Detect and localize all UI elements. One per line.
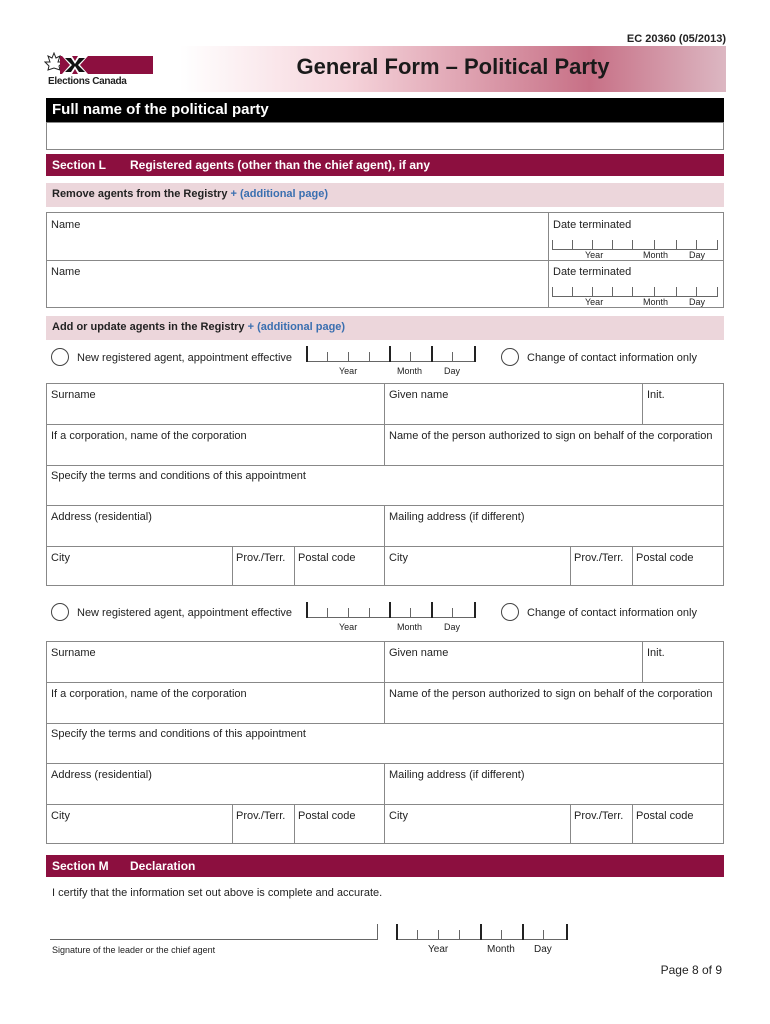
residential-address-field[interactable]: Address (residential): [51, 511, 152, 523]
city-field[interactable]: City: [389, 810, 408, 822]
signature-field[interactable]: [50, 924, 378, 940]
terms-field[interactable]: Specify the terms and conditions of this appointment: [51, 470, 306, 482]
change-contact-label: Change of contact information only: [527, 607, 697, 619]
remove-agents-bar: [46, 183, 724, 207]
appointment-date-input[interactable]: [306, 344, 476, 362]
month-label: Month: [643, 250, 669, 260]
change-contact-radio[interactable]: [501, 603, 519, 621]
mailing-address-field[interactable]: Mailing address (if different): [389, 769, 525, 781]
party-name-input[interactable]: [46, 122, 724, 150]
agent-table: [46, 383, 724, 586]
year-label: Year: [428, 944, 449, 955]
new-agent-label: New registered agent, appointment effective: [77, 352, 293, 364]
day-label: Day: [689, 250, 706, 260]
day-label: Day: [444, 366, 461, 376]
date-terminated-input[interactable]: [552, 232, 718, 250]
name-label: Name: [51, 266, 81, 278]
city-field[interactable]: City: [389, 552, 408, 564]
additional-page-link[interactable]: + (additional page): [230, 188, 328, 200]
agency-name: Elections Canada: [48, 76, 127, 87]
given-name-field[interactable]: Given name: [389, 647, 449, 659]
name-label: Name: [51, 219, 81, 231]
surname-field[interactable]: Surname: [51, 647, 96, 659]
postal-code-field[interactable]: Postal code: [298, 810, 356, 822]
year-label: Year: [339, 622, 358, 632]
day-label: Day: [534, 944, 552, 955]
change-contact-radio[interactable]: [501, 348, 519, 366]
mailing-address-field[interactable]: Mailing address (if different): [389, 511, 525, 523]
month-label: Month: [397, 622, 423, 632]
section-title: Registered agents (other than the chief agent), if any: [130, 158, 431, 172]
surname-field[interactable]: Surname: [51, 389, 96, 401]
initial-field[interactable]: Init.: [647, 389, 665, 401]
day-label: Day: [444, 622, 461, 632]
year-label: Year: [585, 250, 604, 260]
add-agents-bar: [46, 316, 724, 340]
new-agent-radio[interactable]: [51, 348, 69, 366]
date-terminated-label: Date terminated: [553, 219, 632, 231]
authorized-person-field[interactable]: Name of the person authorized to sign on behalf of the corporation: [389, 688, 713, 700]
year-label: Year: [585, 297, 604, 307]
city-field[interactable]: City: [51, 552, 70, 564]
postal-code-field[interactable]: Postal code: [636, 552, 694, 564]
party-name-label: Full name of the political party: [46, 98, 724, 122]
name-input[interactable]: [47, 213, 548, 260]
section-m-header: [46, 855, 724, 877]
new-agent-radio[interactable]: [51, 603, 69, 621]
year-label: Year: [339, 366, 358, 376]
add-agents-label: Add or update agents in the Registry: [52, 321, 245, 333]
postal-code-field[interactable]: Postal code: [298, 552, 356, 564]
initial-field[interactable]: Init.: [647, 647, 665, 659]
date-terminated-label: Date terminated: [553, 266, 632, 278]
name-input[interactable]: [47, 260, 548, 307]
section-l-header: [46, 154, 724, 176]
elections-canada-logo: [44, 52, 156, 88]
city-field[interactable]: City: [51, 810, 70, 822]
title-band: [180, 46, 726, 92]
declaration-statement: I certify that the information set out above is complete and accurate.: [52, 887, 383, 899]
day-label: Day: [689, 297, 706, 307]
section-code: Section M: [52, 859, 109, 873]
section-code: Section L: [52, 158, 107, 172]
page-number: Page 8 of 9: [660, 963, 722, 977]
corporation-field[interactable]: If a corporation, name of the corporation: [51, 430, 247, 442]
month-label: Month: [397, 366, 423, 376]
x-mark-icon: [60, 56, 90, 74]
month-label: Month: [643, 297, 669, 307]
section-title: Declaration: [130, 859, 196, 873]
postal-code-field[interactable]: Postal code: [636, 810, 694, 822]
residential-address-field[interactable]: Address (residential): [51, 769, 152, 781]
form-code: EC 20360 (05/2013): [626, 33, 726, 45]
terms-field[interactable]: Specify the terms and conditions of this appointment: [51, 728, 306, 740]
month-label: Month: [487, 944, 515, 955]
given-name-field[interactable]: Given name: [389, 389, 449, 401]
province-field[interactable]: Prov./Terr.: [236, 810, 286, 822]
signature-label: Signature of the leader or the chief agent: [52, 945, 216, 955]
additional-page-link[interactable]: + (additional page): [247, 321, 346, 333]
corporation-field[interactable]: If a corporation, name of the corporation: [51, 688, 247, 700]
province-field[interactable]: Prov./Terr.: [236, 552, 286, 564]
agent-table: [46, 641, 724, 844]
authorized-person-field[interactable]: Name of the person authorized to sign on behalf of the corporation: [389, 430, 713, 442]
remove-agents-label: Remove agents from the Registry: [52, 188, 228, 200]
appointment-date-input[interactable]: [306, 600, 476, 618]
page-title: General Form – Political Party: [296, 54, 610, 79]
province-field[interactable]: Prov./Terr.: [574, 810, 624, 822]
date-terminated-input[interactable]: [552, 279, 718, 297]
new-agent-label: New registered agent, appointment effective: [77, 607, 293, 619]
province-field[interactable]: Prov./Terr.: [574, 552, 624, 564]
declaration-date-input[interactable]: [396, 922, 568, 940]
change-contact-label: Change of contact information only: [527, 352, 697, 364]
